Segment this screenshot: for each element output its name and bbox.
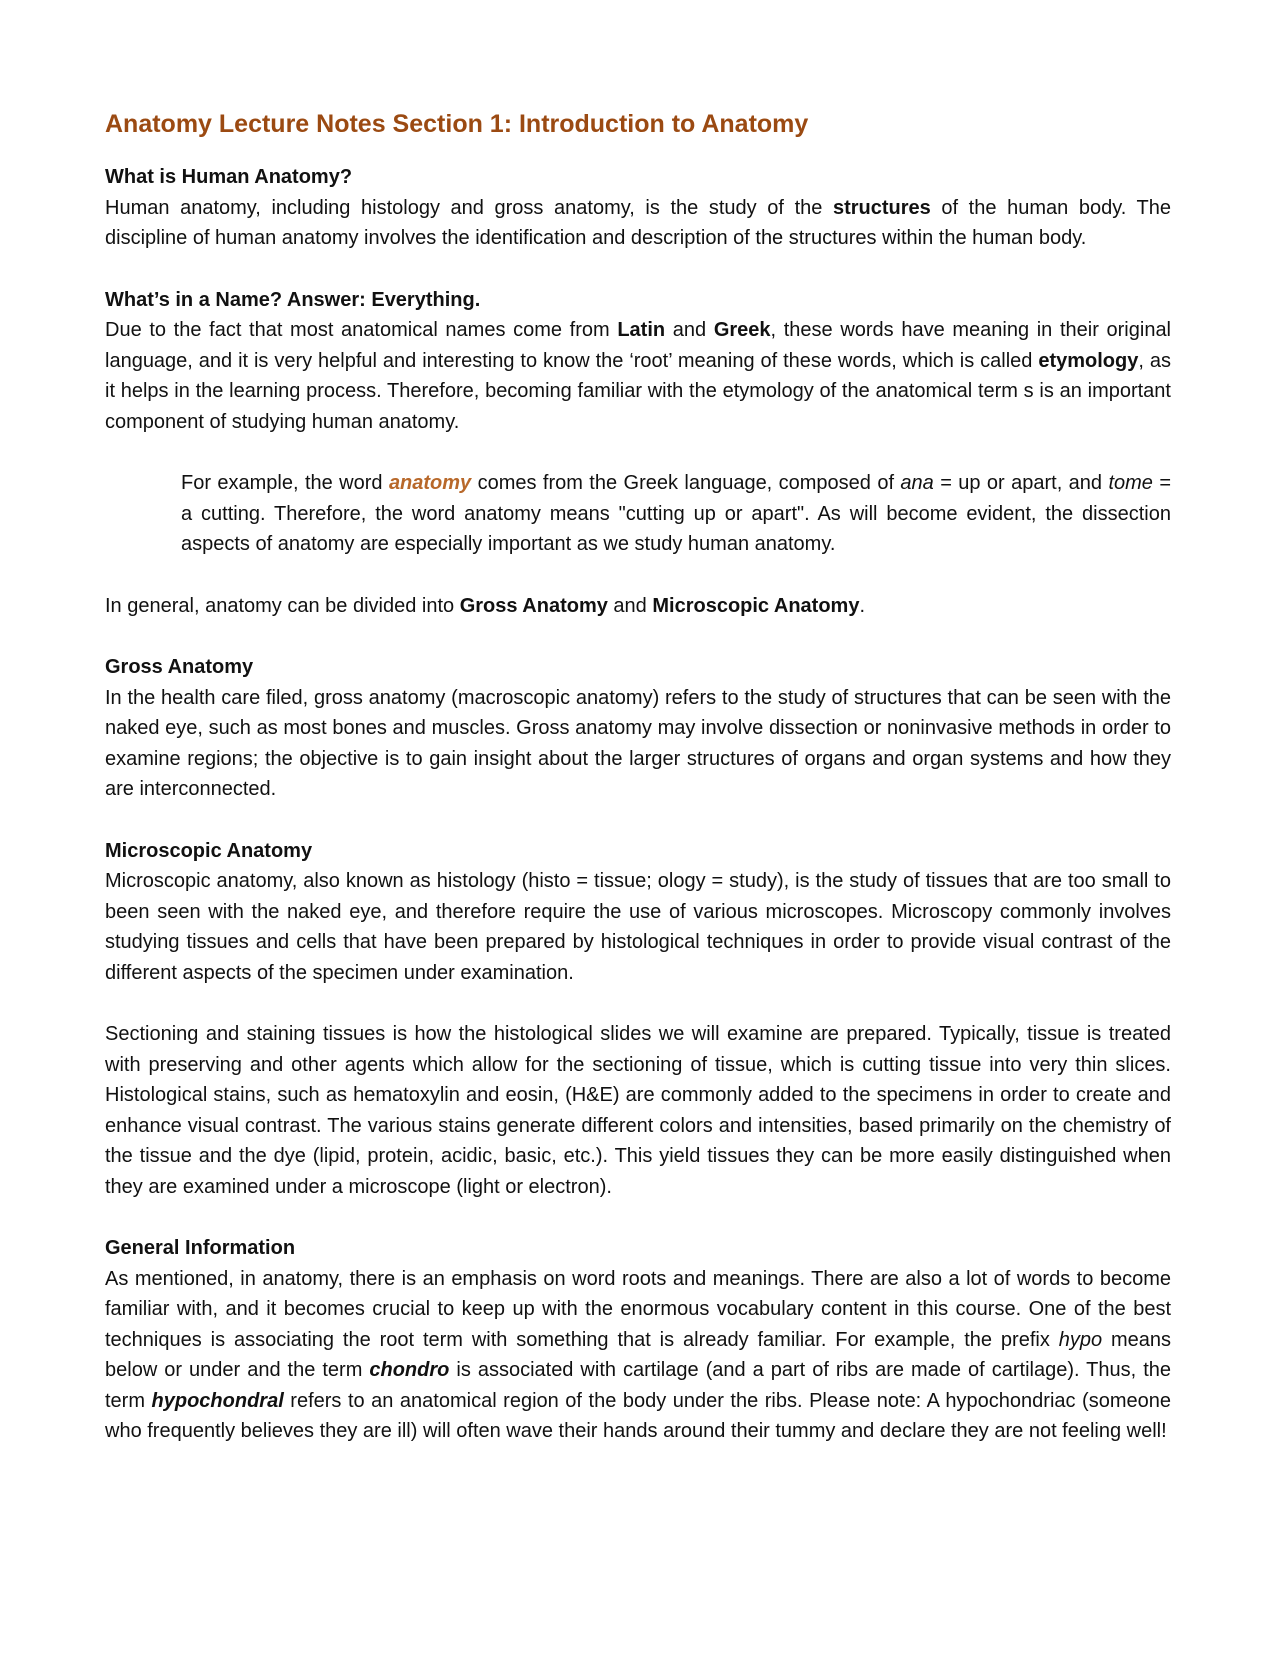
italic-term: tome xyxy=(1108,472,1153,494)
bold-italic-term: chondro xyxy=(369,1359,450,1381)
text-run: and xyxy=(607,594,653,617)
text-run: and xyxy=(665,319,714,341)
text-run: comes from the Greek language, composed of xyxy=(471,472,901,494)
section-whats-in-a-name xyxy=(105,285,1171,438)
text-run: refers to an anatomical region of the body under the ribs. Please note: A hypochondriac (someone who frequently believes they are ill) will often wave their hands around their tummy and declare they are not feeling well! xyxy=(105,1389,1171,1442)
text-run: is associated with cartilage (and a part of ribs are made of cartilage). Thus, the term xyxy=(105,1359,1172,1412)
italic-term: ana xyxy=(900,472,934,494)
paragraph xyxy=(105,315,1171,437)
bold-term: Gross Anatomy xyxy=(459,594,608,617)
text-run: of the human body. The discipline of human anatomy involves the identification and description of the structures within the human body. xyxy=(105,196,1171,249)
section-heading: What is Human Anatomy? xyxy=(105,166,353,188)
text-run: Human anatomy, including histology and gross anatomy, is the study of the xyxy=(105,196,833,219)
text-run: In general, anatomy can be divided into xyxy=(105,594,460,617)
text-run: , these words have meaning in their original language, and it is very helpful and interesting to know the ‘root’ meaning of these words, which is called xyxy=(105,319,1172,372)
paragraph: Sectioning and staining tissues is how the histological slides we will examine are prepared. Typically, tissue is treated with preserving and other agents which allow for the sectioning of tissue, which is cutting tissue into very thin slices. Histological stains, such as hematoxylin and eosin, (H&E) are commonly added to the specimens in order to create and enhance visual contrast. The various stains generate different colors and intensities, based primarily on the chemistry of the tissue and the dye (lipid, protein, acidic, basic, etc.). This yield tissues they can be more easily distinguished when they are examined under a microscope (light or electron). xyxy=(105,1023,1171,1198)
highlighted-term: anatomy xyxy=(388,472,472,494)
paragraph xyxy=(105,1264,1171,1447)
text-run: , as it helps in the learning process. Therefore, becoming familiar with the etymology of the anatomical term s is an important component of studying human anatomy. xyxy=(105,349,1171,433)
example-paragraph xyxy=(181,468,1171,560)
paragraph xyxy=(105,193,1171,254)
document-title: Anatomy Lecture Notes Section 1: Introduction to Anatomy xyxy=(105,110,809,138)
bold-term: etymology xyxy=(1038,349,1139,372)
document-page xyxy=(105,106,1171,1478)
bold-term: Microscopic Anatomy xyxy=(652,594,860,617)
bold-term: Greek xyxy=(713,319,771,341)
division-paragraph xyxy=(105,591,1171,622)
section-heading: General Information xyxy=(105,1237,296,1259)
section-heading: Gross Anatomy xyxy=(105,656,254,678)
bold-term: structures xyxy=(832,196,931,219)
text-run: = a cutting. Therefore, the word anatomy means "cutting up or apart". As will become evident, the dissection aspects of anatomy are especially important as we study human anatomy. xyxy=(181,472,1172,555)
section-gross-anatomy xyxy=(105,652,1171,805)
bold-italic-term: hypochondral xyxy=(151,1389,284,1412)
section-heading: What’s in a Name? Answer: Everything. xyxy=(105,288,481,311)
section-what-is-anatomy xyxy=(105,162,1171,254)
text-run: = up or apart, and xyxy=(933,472,1109,494)
text-run: As mentioned, in anatomy, there is an emphasis on word roots and meanings. There are also a lot of words to become familiar with, and it becomes crucial to keep up with the enormous vocabulary content in this course. One of the best techniques is associating the root term with something that is already familiar. For example, the prefix xyxy=(105,1267,1171,1351)
bold-term: Latin xyxy=(617,319,666,341)
section-general-information xyxy=(105,1233,1171,1447)
text-run: Due to the fact that most anatomical names come from xyxy=(105,319,618,341)
italic-term: hypo xyxy=(1058,1328,1103,1351)
paragraph: In the health care filed, gross anatomy (macroscopic anatomy) refers to the study of structures that can be seen with the naked eye, such as most bones and muscles. Gross anatomy may involve dissection or noninvasive methods in order to examine regions; the objective is to gain insight about the larger structures of organs and organ systems and how they are interconnected. xyxy=(105,686,1171,800)
section-heading: Microscopic Anatomy xyxy=(105,839,313,862)
text-run: means below or under and the term xyxy=(105,1328,1171,1381)
section-microscopic-anatomy xyxy=(105,836,1171,1203)
text-run: For example, the word xyxy=(181,472,389,494)
text-run: . xyxy=(859,594,866,617)
paragraph: Microscopic anatomy, also known as histology (histo = tissue; ology = study), is the study of tissues that are too small to been seen with the naked eye, and therefore require the use of various microscopes. Microscopy commonly involves studying tissues and cells that have been prepared by histological techniques in order to provide visual contrast of the different aspects of the specimen under examination. xyxy=(105,870,1171,984)
